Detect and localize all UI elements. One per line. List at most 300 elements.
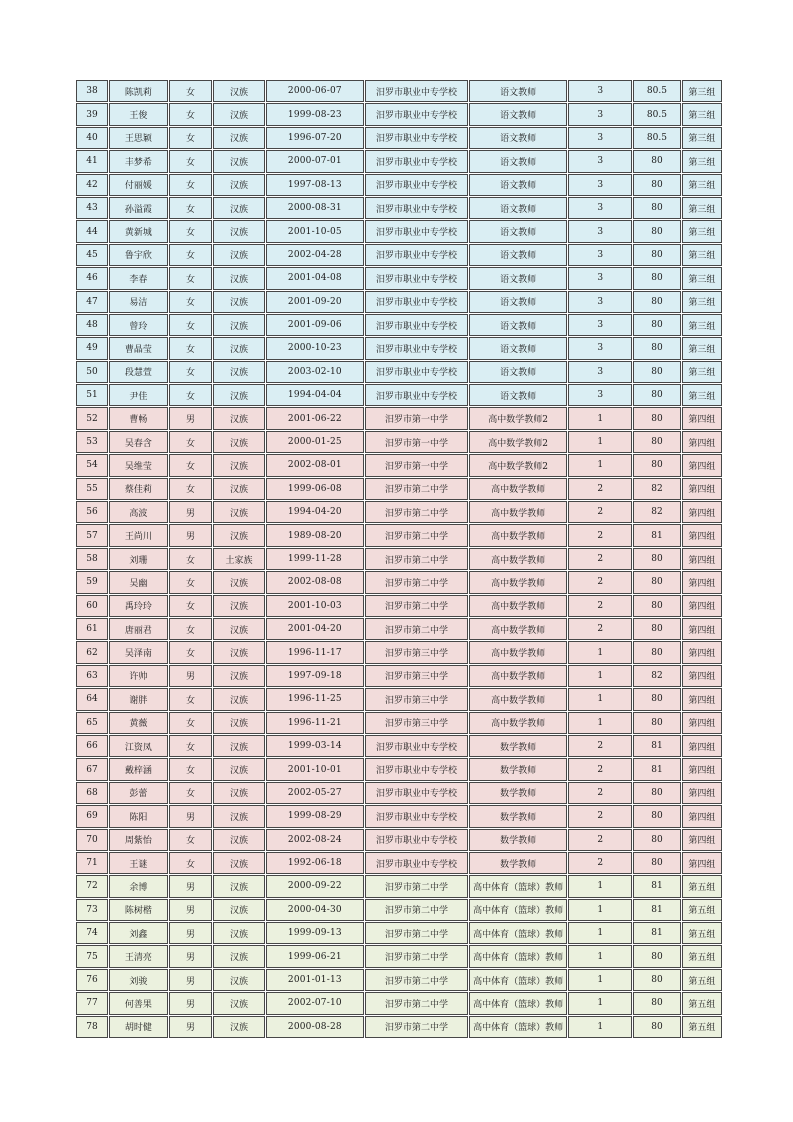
cell-position: 数学教师 [469,735,567,757]
cell-ethnicity: 汉族 [213,735,265,757]
cell-name: 易洁 [109,291,168,313]
cell-openings: 3 [568,314,632,336]
cell-school: 汨罗市职业中专学校 [365,174,468,196]
table-row [76,197,722,219]
cell-position: 高中体育（篮球）教师 [469,922,567,944]
cell-name: 江资凤 [109,735,168,757]
cell-position: 语文教师 [469,174,567,196]
cell-birthdate: 1999-11-28 [266,548,364,570]
cell-no: 65 [76,712,108,734]
cell-ethnicity: 汉族 [213,291,265,313]
cell-ethnicity: 汉族 [213,899,265,921]
cell-gender: 女 [169,384,212,406]
cell-name: 付丽媛 [109,174,168,196]
table-row [76,665,722,687]
cell-openings: 3 [568,361,632,383]
cell-ethnicity: 汉族 [213,267,265,289]
table-row [76,337,722,359]
cell-group: 第三组 [682,220,722,242]
cell-ethnicity: 汉族 [213,197,265,219]
cell-name: 黄新城 [109,220,168,242]
cell-no: 49 [76,337,108,359]
cell-group: 第五组 [682,969,722,991]
cell-no: 73 [76,899,108,921]
cell-gender: 女 [169,174,212,196]
cell-ethnicity: 汉族 [213,127,265,149]
table-row [76,782,722,804]
table-row [76,688,722,710]
cell-name: 何善果 [109,992,168,1014]
cell-ethnicity: 汉族 [213,220,265,242]
cell-ethnicity: 汉族 [213,782,265,804]
cell-birthdate: 1994-04-04 [266,384,364,406]
cell-name: 吴春含 [109,431,168,453]
cell-name: 刘珊 [109,548,168,570]
cell-name: 李春 [109,267,168,289]
cell-ethnicity: 汉族 [213,641,265,663]
cell-group: 第四组 [682,758,722,780]
table-row [76,501,722,523]
cell-openings: 2 [568,829,632,851]
cell-group: 第三组 [682,337,722,359]
cell-school: 汨罗市职业中专学校 [365,127,468,149]
table-row [76,127,722,149]
cell-gender: 女 [169,641,212,663]
cell-openings: 1 [568,431,632,453]
cell-group: 第五组 [682,945,722,967]
cell-birthdate: 2001-06-22 [266,407,364,429]
table-row [76,384,722,406]
cell-school: 汨罗市第二中学 [365,922,468,944]
cell-openings: 2 [568,571,632,593]
cell-gender: 女 [169,337,212,359]
cell-birthdate: 2001-10-03 [266,595,364,617]
cell-openings: 2 [568,735,632,757]
cell-ethnicity: 汉族 [213,688,265,710]
cell-gender: 女 [169,571,212,593]
cell-school: 汨罗市第二中学 [365,595,468,617]
cell-gender: 女 [169,291,212,313]
cell-group: 第三组 [682,291,722,313]
cell-name: 蔡佳莉 [109,478,168,500]
cell-position: 高中数学教师 [469,712,567,734]
table-row [76,267,722,289]
cell-name: 曹畅 [109,407,168,429]
cell-no: 55 [76,478,108,500]
cell-score: 80 [633,829,680,851]
cell-position: 语文教师 [469,197,567,219]
cell-gender: 女 [169,735,212,757]
cell-school: 汨罗市第二中学 [365,899,468,921]
cell-openings: 1 [568,688,632,710]
cell-ethnicity: 汉族 [213,314,265,336]
cell-birthdate: 1996-07-20 [266,127,364,149]
cell-birthdate: 2001-09-20 [266,291,364,313]
cell-birthdate: 1999-03-14 [266,735,364,757]
cell-no: 52 [76,407,108,429]
table-row [76,712,722,734]
cell-group: 第五组 [682,992,722,1014]
cell-birthdate: 2000-09-22 [266,875,364,897]
cell-score: 80 [633,407,680,429]
cell-gender: 女 [169,80,212,102]
cell-position: 高中数学教师2 [469,407,567,429]
cell-school: 汨罗市第二中学 [365,1016,468,1038]
cell-name: 王思颖 [109,127,168,149]
cell-score: 80 [633,618,680,640]
cell-gender: 女 [169,103,212,125]
cell-openings: 1 [568,454,632,476]
cell-school: 汨罗市第三中学 [365,712,468,734]
cell-school: 汨罗市职业中专学校 [365,291,468,313]
table-row [76,524,722,546]
cell-ethnicity: 汉族 [213,524,265,546]
cell-school: 汨罗市第一中学 [365,454,468,476]
cell-position: 语文教师 [469,103,567,125]
cell-school: 汨罗市职业中专学校 [365,852,468,874]
cell-group: 第四组 [682,548,722,570]
cell-gender: 男 [169,407,212,429]
cell-name: 曹晶莹 [109,337,168,359]
cell-birthdate: 2001-04-08 [266,267,364,289]
cell-group: 第四组 [682,595,722,617]
cell-ethnicity: 汉族 [213,478,265,500]
cell-name: 谢胖 [109,688,168,710]
cell-name: 陈树楷 [109,899,168,921]
cell-group: 第四组 [682,478,722,500]
cell-score: 80 [633,150,680,172]
cell-gender: 女 [169,220,212,242]
cell-score: 81 [633,524,680,546]
cell-openings: 1 [568,712,632,734]
cell-name: 鲁宇欣 [109,244,168,266]
table-row [76,291,722,313]
cell-gender: 女 [169,127,212,149]
table-row [76,969,722,991]
cell-gender: 男 [169,805,212,827]
cell-position: 语文教师 [469,80,567,102]
cell-openings: 2 [568,595,632,617]
cell-group: 第四组 [682,782,722,804]
cell-ethnicity: 汉族 [213,361,265,383]
cell-gender: 女 [169,712,212,734]
cell-no: 76 [76,969,108,991]
cell-no: 56 [76,501,108,523]
cell-no: 46 [76,267,108,289]
cell-score: 80 [633,852,680,874]
cell-school: 汨罗市职业中专学校 [365,829,468,851]
cell-group: 第三组 [682,80,722,102]
cell-group: 第四组 [682,829,722,851]
cell-birthdate: 1996-11-21 [266,712,364,734]
cell-no: 48 [76,314,108,336]
cell-birthdate: 2001-10-01 [266,758,364,780]
cell-no: 74 [76,922,108,944]
cell-score: 80 [633,174,680,196]
cell-school: 汨罗市第三中学 [365,641,468,663]
cell-position: 高中数学教师 [469,641,567,663]
table-row [76,431,722,453]
cell-school: 汨罗市职业中专学校 [365,220,468,242]
cell-group: 第四组 [682,407,722,429]
cell-birthdate: 2000-07-01 [266,150,364,172]
cell-birthdate: 2002-05-27 [266,782,364,804]
cell-position: 高中体育（篮球）教师 [469,992,567,1014]
cell-ethnicity: 汉族 [213,595,265,617]
cell-no: 58 [76,548,108,570]
cell-school: 汨罗市职业中专学校 [365,80,468,102]
cell-score: 81 [633,922,680,944]
cell-group: 第四组 [682,852,722,874]
cell-no: 54 [76,454,108,476]
cell-name: 曾玲 [109,314,168,336]
cell-birthdate: 2002-08-24 [266,829,364,851]
cell-no: 78 [76,1016,108,1038]
cell-position: 语文教师 [469,314,567,336]
cell-score: 80 [633,361,680,383]
cell-school: 汨罗市职业中专学校 [365,361,468,383]
cell-name: 孙溢霞 [109,197,168,219]
cell-score: 82 [633,665,680,687]
cell-name: 刘鑫 [109,922,168,944]
cell-position: 语文教师 [469,337,567,359]
cell-score: 80 [633,969,680,991]
cell-no: 75 [76,945,108,967]
cell-position: 高中数学教师2 [469,431,567,453]
table-row [76,571,722,593]
table-row [76,1016,722,1038]
table-row [76,595,722,617]
cell-name: 高波 [109,501,168,523]
cell-score: 80 [633,548,680,570]
cell-gender: 男 [169,1016,212,1038]
cell-position: 高中数学教师 [469,595,567,617]
cell-school: 汨罗市第一中学 [365,431,468,453]
cell-gender: 男 [169,665,212,687]
cell-name: 余博 [109,875,168,897]
cell-ethnicity: 汉族 [213,501,265,523]
cell-birthdate: 1999-08-29 [266,805,364,827]
cell-school: 汨罗市职业中专学校 [365,735,468,757]
table-row [76,992,722,1014]
cell-gender: 女 [169,548,212,570]
cell-position: 高中数学教师 [469,548,567,570]
cell-ethnicity: 汉族 [213,665,265,687]
cell-no: 53 [76,431,108,453]
table-row [76,618,722,640]
cell-group: 第四组 [682,524,722,546]
cell-group: 第五组 [682,922,722,944]
cell-gender: 女 [169,197,212,219]
cell-gender: 男 [169,899,212,921]
cell-no: 41 [76,150,108,172]
cell-ethnicity: 汉族 [213,150,265,172]
cell-score: 82 [633,478,680,500]
cell-openings: 1 [568,407,632,429]
cell-openings: 2 [568,852,632,874]
cell-gender: 女 [169,758,212,780]
cell-school: 汨罗市职业中专学校 [365,267,468,289]
cell-ethnicity: 汉族 [213,969,265,991]
cell-school: 汨罗市第二中学 [365,548,468,570]
cell-school: 汨罗市职业中专学校 [365,384,468,406]
cell-name: 戴梓涵 [109,758,168,780]
cell-birthdate: 2000-06-07 [266,80,364,102]
cell-birthdate: 1999-08-23 [266,103,364,125]
cell-score: 80 [633,454,680,476]
cell-ethnicity: 汉族 [213,431,265,453]
cell-openings: 3 [568,220,632,242]
cell-score: 80 [633,384,680,406]
cell-ethnicity: 汉族 [213,875,265,897]
cell-score: 80 [633,571,680,593]
cell-name: 唐丽君 [109,618,168,640]
table-row [76,174,722,196]
cell-no: 66 [76,735,108,757]
cell-position: 语文教师 [469,267,567,289]
cell-group: 第四组 [682,431,722,453]
cell-score: 80 [633,1016,680,1038]
cell-school: 汨罗市第二中学 [365,571,468,593]
cell-no: 39 [76,103,108,125]
cell-ethnicity: 汉族 [213,454,265,476]
cell-openings: 3 [568,291,632,313]
cell-openings: 3 [568,127,632,149]
cell-school: 汨罗市职业中专学校 [365,782,468,804]
cell-score: 80 [633,337,680,359]
cell-group: 第三组 [682,314,722,336]
cell-gender: 男 [169,501,212,523]
table-row [76,852,722,874]
cell-ethnicity: 汉族 [213,571,265,593]
cell-position: 数学教师 [469,829,567,851]
cell-score: 81 [633,899,680,921]
cell-openings: 1 [568,875,632,897]
table-row [76,478,722,500]
cell-position: 高中数学教师2 [469,454,567,476]
cell-openings: 1 [568,899,632,921]
cell-gender: 男 [169,922,212,944]
cell-no: 59 [76,571,108,593]
cell-score: 80 [633,992,680,1014]
cell-ethnicity: 土家族 [213,548,265,570]
cell-score: 80 [633,595,680,617]
cell-ethnicity: 汉族 [213,618,265,640]
table-row [76,361,722,383]
table-row [76,641,722,663]
cell-birthdate: 2000-08-31 [266,197,364,219]
cell-gender: 女 [169,595,212,617]
cell-openings: 3 [568,267,632,289]
table-row [76,899,722,921]
cell-no: 40 [76,127,108,149]
cell-birthdate: 1992-06-18 [266,852,364,874]
cell-gender: 男 [169,875,212,897]
cell-score: 80 [633,805,680,827]
cell-ethnicity: 汉族 [213,852,265,874]
cell-ethnicity: 汉族 [213,758,265,780]
table-row [76,829,722,851]
cell-openings: 2 [568,758,632,780]
cell-score: 80.5 [633,127,680,149]
cell-openings: 3 [568,80,632,102]
cell-no: 57 [76,524,108,546]
cell-position: 数学教师 [469,758,567,780]
cell-position: 高中数学教师 [469,524,567,546]
table-row [76,548,722,570]
cell-position: 高中体育（篮球）教师 [469,1016,567,1038]
cell-gender: 女 [169,478,212,500]
cell-school: 汨罗市职业中专学校 [365,314,468,336]
cell-no: 44 [76,220,108,242]
cell-no: 47 [76,291,108,313]
cell-openings: 1 [568,665,632,687]
cell-position: 高中数学教师 [469,688,567,710]
cell-group: 第五组 [682,899,722,921]
cell-name: 吴幽 [109,571,168,593]
cell-no: 62 [76,641,108,663]
cell-position: 语文教师 [469,127,567,149]
cell-position: 高中数学教师 [469,618,567,640]
cell-ethnicity: 汉族 [213,384,265,406]
cell-school: 汨罗市第三中学 [365,665,468,687]
table-row [76,150,722,172]
cell-ethnicity: 汉族 [213,174,265,196]
table-row [76,80,722,102]
table-row [76,735,722,757]
cell-position: 高中体育（篮球）教师 [469,945,567,967]
cell-score: 80.5 [633,80,680,102]
cell-score: 80 [633,267,680,289]
cell-ethnicity: 汉族 [213,1016,265,1038]
cell-position: 数学教师 [469,805,567,827]
cell-school: 汨罗市第一中学 [365,407,468,429]
cell-name: 陈阳 [109,805,168,827]
cell-gender: 女 [169,688,212,710]
cell-ethnicity: 汉族 [213,945,265,967]
cell-birthdate: 2000-04-30 [266,899,364,921]
cell-ethnicity: 汉族 [213,80,265,102]
cell-gender: 男 [169,969,212,991]
cell-name: 段慧萱 [109,361,168,383]
cell-birthdate: 1996-11-25 [266,688,364,710]
cell-name: 王清亮 [109,945,168,967]
cell-birthdate: 2001-04-20 [266,618,364,640]
cell-birthdate: 2000-10-23 [266,337,364,359]
cell-school: 汨罗市第二中学 [365,501,468,523]
cell-openings: 1 [568,969,632,991]
cell-gender: 女 [169,618,212,640]
cell-position: 高中数学教师 [469,501,567,523]
table-row [76,407,722,429]
cell-gender: 女 [169,361,212,383]
cell-school: 汨罗市第二中学 [365,618,468,640]
cell-gender: 女 [169,150,212,172]
cell-no: 68 [76,782,108,804]
cell-ethnicity: 汉族 [213,712,265,734]
cell-gender: 女 [169,454,212,476]
cell-openings: 1 [568,922,632,944]
table-row [76,103,722,125]
cell-group: 第三组 [682,150,722,172]
cell-openings: 1 [568,1016,632,1038]
cell-gender: 男 [169,524,212,546]
cell-name: 陈凯莉 [109,80,168,102]
cell-group: 第三组 [682,103,722,125]
cell-group: 第四组 [682,805,722,827]
teacher-roster-table [75,79,723,1039]
cell-no: 69 [76,805,108,827]
